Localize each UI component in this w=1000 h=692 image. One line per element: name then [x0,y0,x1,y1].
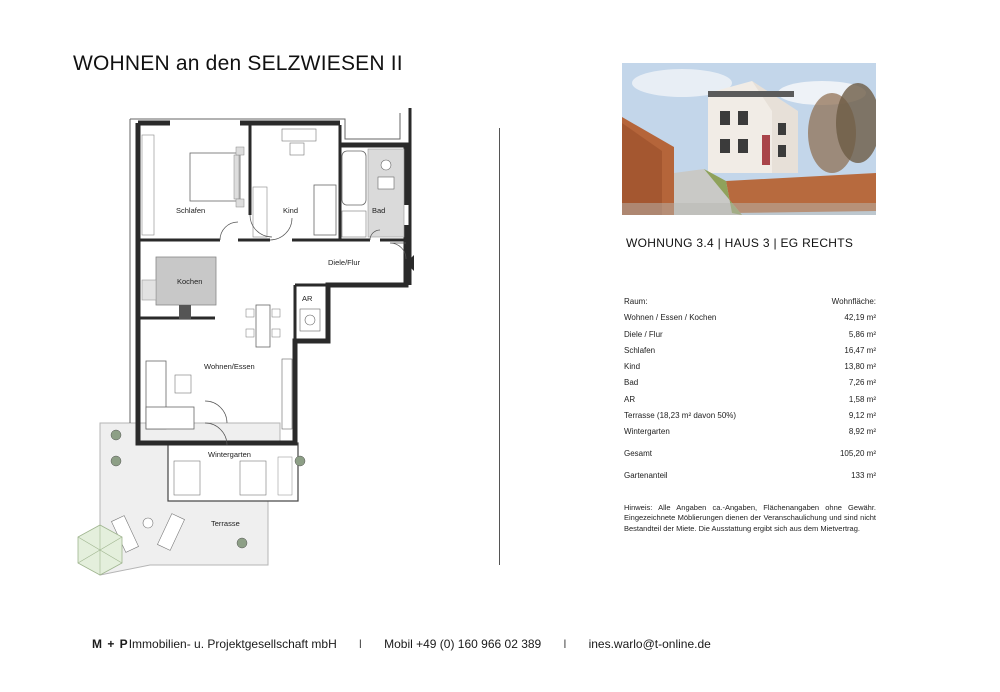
disclaimer-note: Hinweis: Alle Angaben ca.-Angaben, Flächenangaben ohne Gewähr. Eingezeichnete Möblierungen dienen der Veranschaulichung und sind nicht Bestandteil der Miete. Die Ausstattung ergibt sich aus dem Mietvertrag. [624,503,876,533]
room-area: 8,92 m² [848,427,876,437]
footer-separator: I [563,637,567,651]
room-name: Wintergarten [624,427,670,437]
label-diele: Diele/Flur [328,258,361,267]
room-name: Terrasse (18,23 m² davon 50%) [624,411,737,421]
table-row [624,424,876,440]
room-area: 42,19 m² [844,313,876,323]
dining-table [256,305,270,347]
room-area: 13,80 m² [844,362,876,372]
room-name: Kind [624,362,641,372]
footer-email[interactable]: ines.warlo@t-online.de [588,637,711,651]
table-row [624,359,876,375]
table-header-row [624,294,876,310]
table-row [624,375,876,391]
room-name: Diele / Flur [624,329,663,339]
label-wintergarten: Wintergarten [208,450,251,459]
total-area: 105,20 m² [839,448,876,458]
page-title: WOHNEN an den SELZWIESEN II [73,52,403,75]
table-row [624,392,876,408]
label-terrasse: Terrasse [211,519,240,528]
label-kind: Kind [283,206,299,215]
garden-row [624,468,876,484]
label-schlafen: Schlafen [176,206,206,215]
kids-bed [314,185,336,235]
table-row [624,408,876,424]
footer-phone: Mobil +49 (0) 160 966 02 389 [384,637,542,651]
footer [92,637,711,651]
room-name: Bad [624,378,639,388]
footer-company: Immobilien- u. Projektgesellschaft mbH [128,637,337,651]
header-room: Raum: [624,297,648,306]
room-area: 9,12 m² [848,411,876,421]
room-name: AR [624,394,636,404]
garden-label: Gartenanteil [624,470,668,480]
bathtub [342,151,366,205]
total-row [624,446,876,462]
area-table [624,294,876,484]
double-bed [190,153,240,201]
table-row [624,327,876,343]
label-ar: AR [302,294,313,303]
table-row [624,310,876,326]
room-name: Schlafen [624,345,656,355]
room-area: 5,86 m² [848,329,876,339]
apartment-heading: WOHNUNG 3.4 | HAUS 3 | EG RECHTS [626,236,854,250]
building-photo [622,63,876,215]
floor-plan [70,105,430,600]
table-row [624,343,876,359]
garden-area: 133 m² [851,470,876,480]
label-kochen: Kochen [177,277,203,286]
total-label: Gesamt [624,448,653,458]
label-wohnen: Wohnen/Essen [204,362,255,371]
room-area: 7,26 m² [848,378,876,388]
footer-brand: M + P [92,637,129,651]
header-area: Wohnfläche: [831,297,876,306]
room-name: Wohnen / Essen / Kochen [624,313,717,323]
room-area: 16,47 m² [844,345,876,355]
footer-separator: I [358,637,363,651]
room-area: 1,58 m² [848,394,876,404]
vertical-divider [499,128,500,565]
label-bad: Bad [372,206,386,215]
